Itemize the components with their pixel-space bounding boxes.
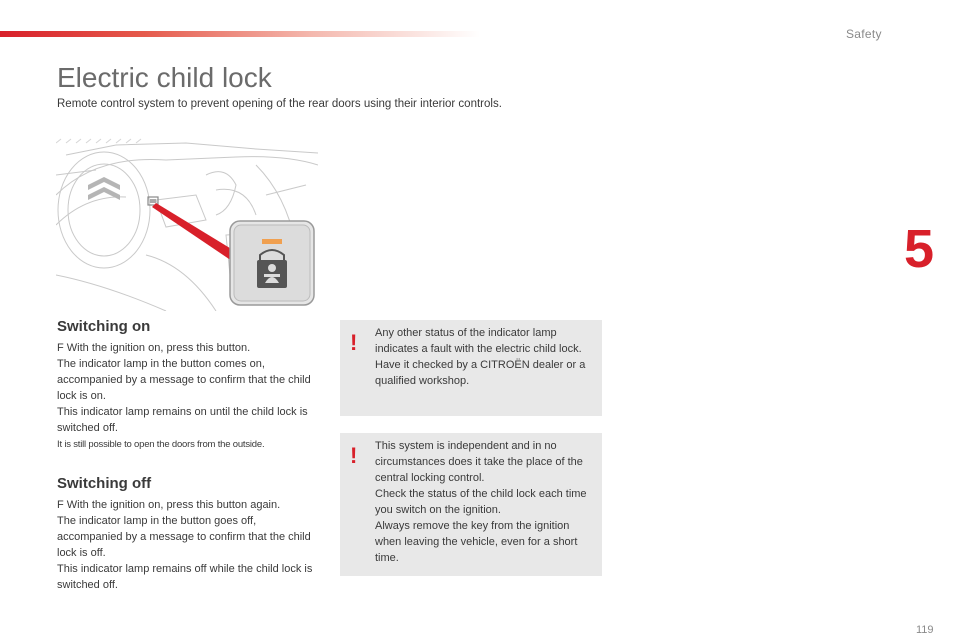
warning-line: Always remove the key from the ignition when leaving the vehicle, even for a short time. — [375, 520, 578, 564]
warning-icon: ! — [350, 443, 358, 468]
warning-box-fault — [340, 320, 602, 416]
outside-opening-note: It is still possible to open the doors from the outside. — [57, 439, 265, 450]
switching-on-body — [57, 340, 319, 436]
switching-on-remark: This indicator lamp remains on until the child lock is switched off. — [57, 406, 308, 434]
indicator-lamp — [262, 239, 282, 244]
warning-line: Have it checked by a CITROËN dealer or a qualified workshop. — [375, 359, 586, 387]
warning-line: Any other status of the indicator lamp indicates a fault with the electric child lock. — [375, 327, 582, 355]
switching-off-result: The indicator lamp in the button goes off, accompanied by a message to confirm that the child lock is off. — [57, 515, 311, 559]
chapter-number: 5 — [904, 219, 935, 279]
page-number: 119 — [916, 624, 934, 636]
switching-off-step: F With the ignition on, press this button again. — [57, 499, 281, 511]
switching-off-body — [57, 497, 319, 593]
warning-text — [375, 438, 593, 566]
page-subtitle: Remote control system to prevent opening of the rear doors using their interior controls. — [57, 98, 502, 110]
warning-line: Check the status of the child lock each time you switch on the ignition. — [375, 488, 587, 516]
header-accent-bar — [0, 31, 480, 37]
warning-box-independent — [340, 433, 602, 576]
switching-on-step: F With the ignition on, press this button. — [57, 342, 251, 354]
warning-text — [375, 325, 593, 389]
section-label: Safety — [846, 27, 882, 41]
switching-off-remark: This indicator lamp remains off while the child lock is switched off. — [57, 563, 313, 591]
switching-on-heading: Switching on — [57, 318, 151, 335]
child-lock-illustration — [56, 135, 318, 311]
switching-on-result: The indicator lamp in the button comes on, accompanied by a message to confirm that the child lock is on. — [57, 358, 311, 402]
warning-icon: ! — [350, 330, 358, 355]
warning-line: This system is independent and in no circumstances does it take the place of the central locking control. — [375, 440, 583, 484]
brand-chevron-icon — [88, 177, 120, 200]
switching-off-heading: Switching off — [57, 475, 152, 492]
page-title: Electric child lock — [57, 62, 272, 93]
